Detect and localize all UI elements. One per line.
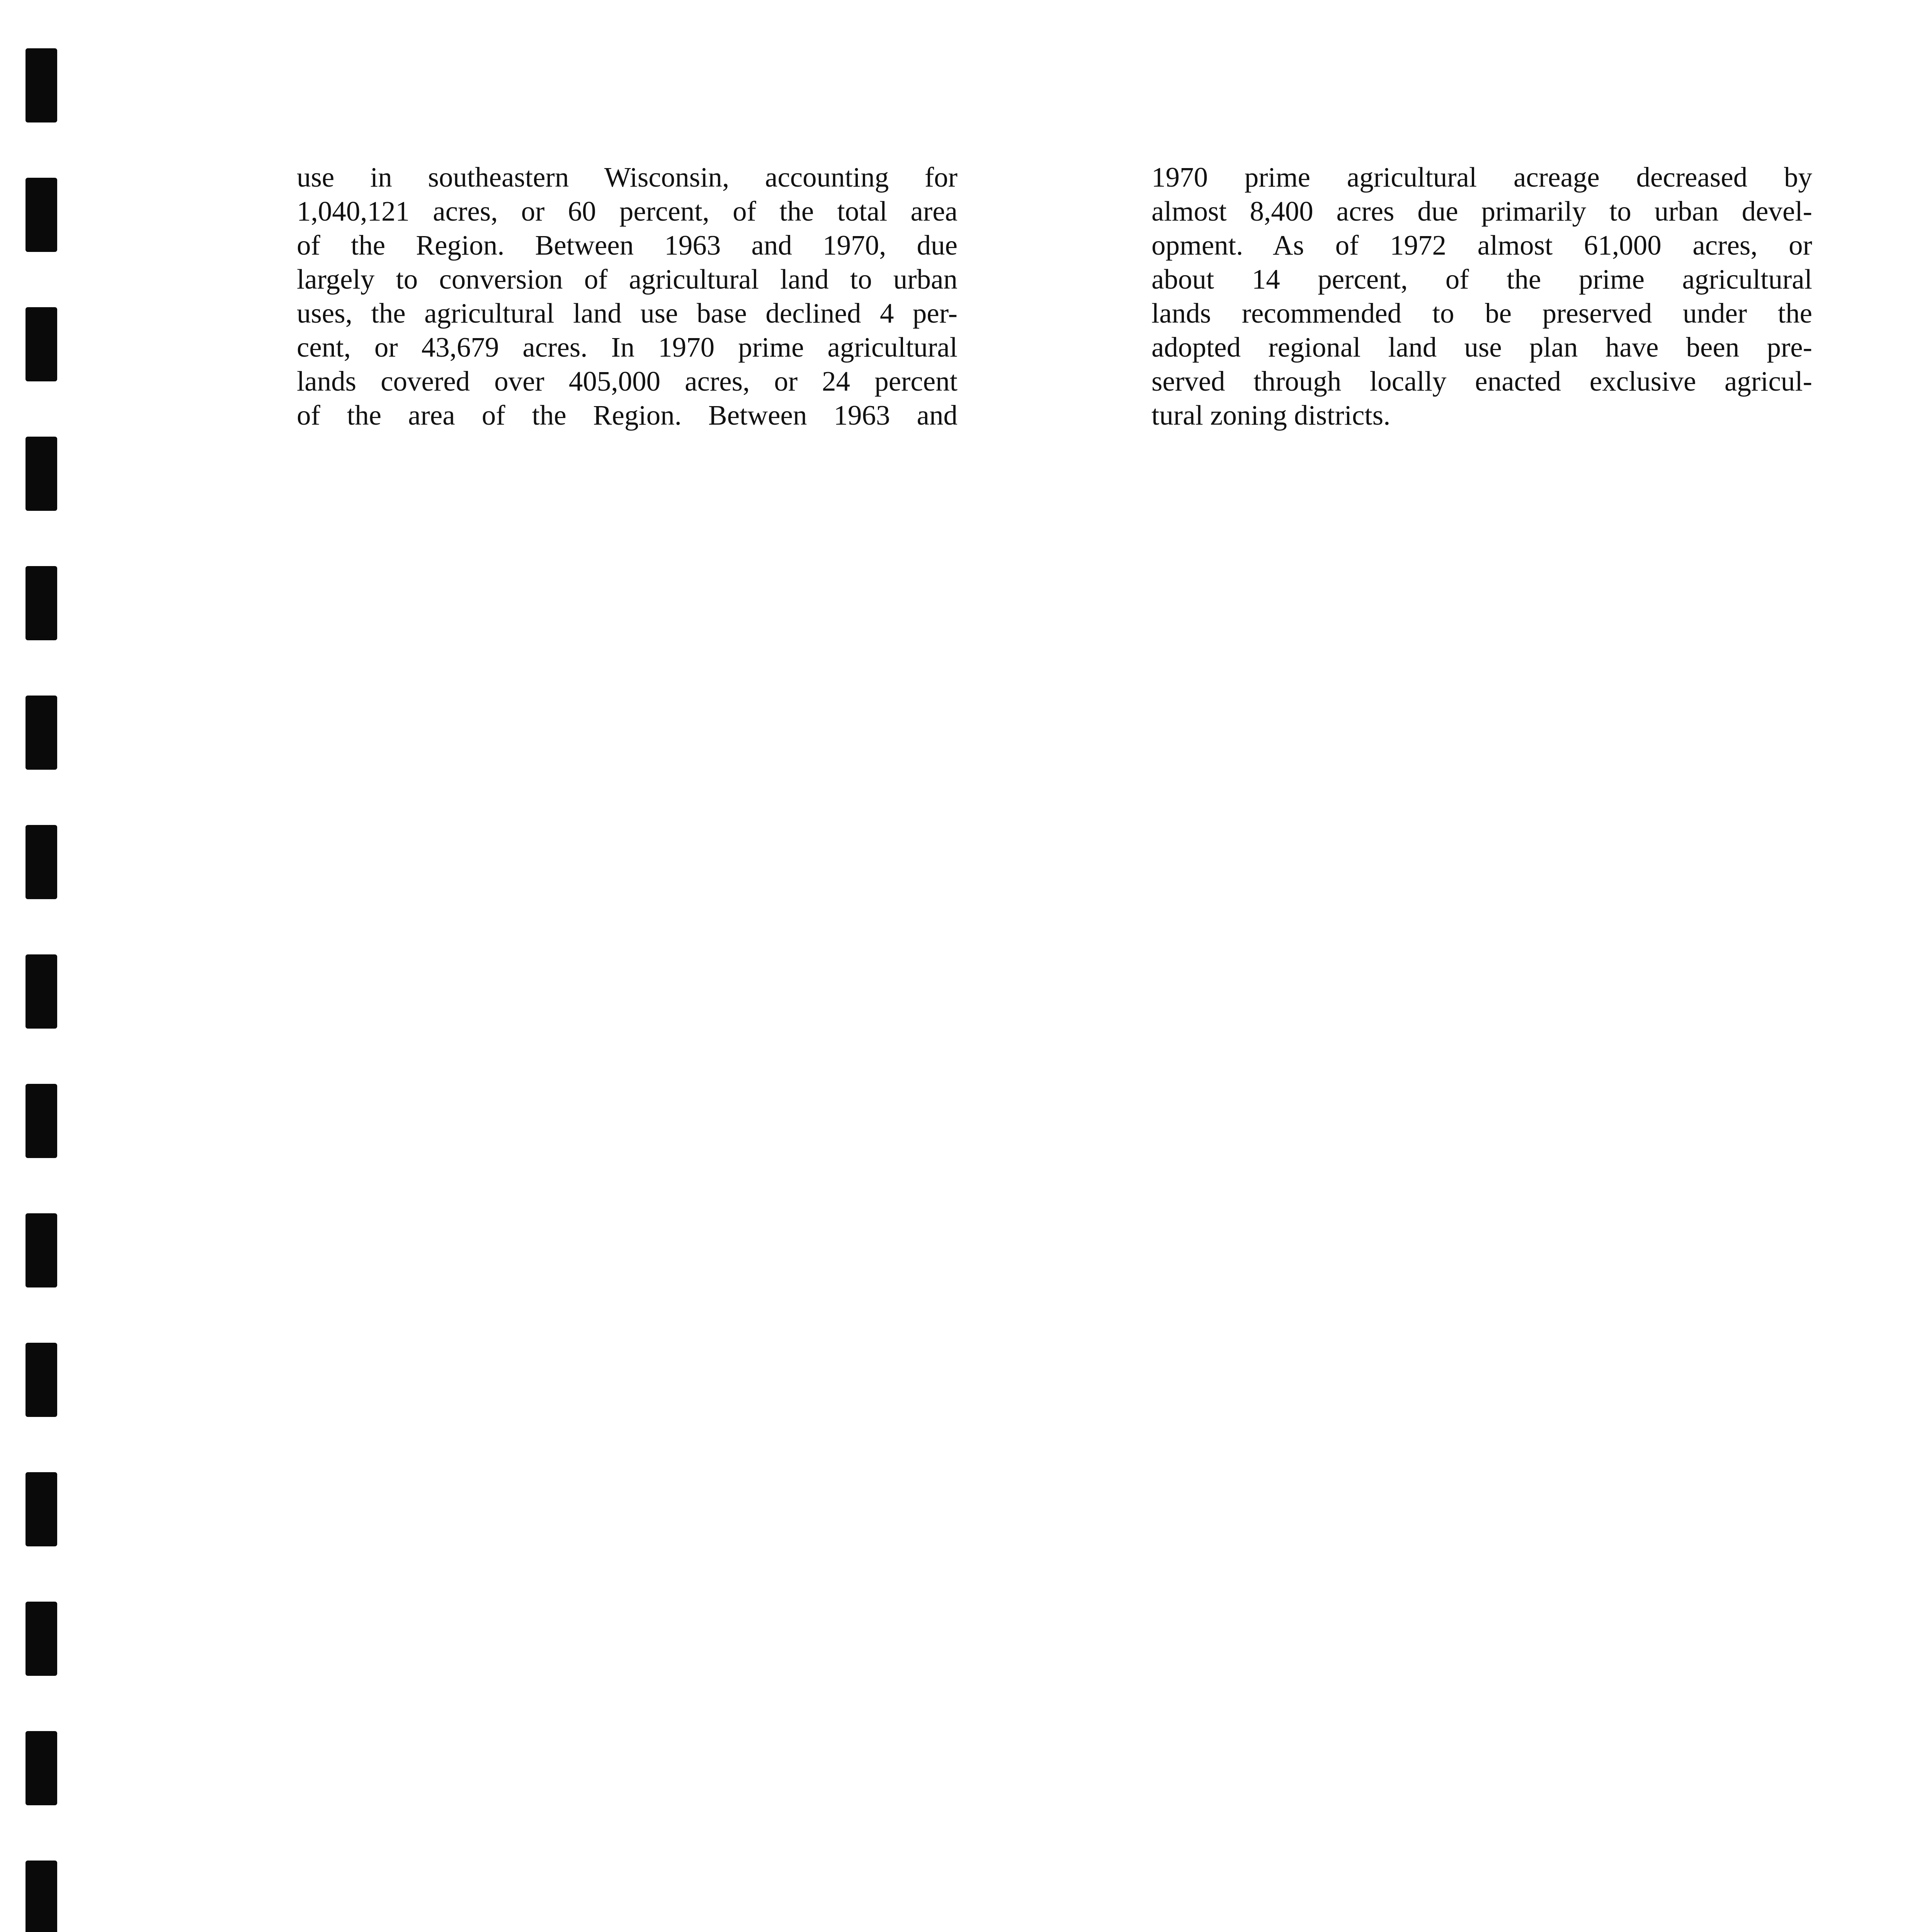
- text-line: 1970 prime agricultural acreage decreased by: [1151, 162, 1812, 193]
- binding-hole: [26, 1472, 57, 1546]
- binding-hole: [26, 1213, 57, 1287]
- binding-holes: [26, 0, 60, 1932]
- binding-hole: [26, 1731, 57, 1805]
- text-line: 1,040,121 acres, or 60 percent, of the total area: [297, 196, 957, 227]
- text-line: adopted regional land use plan have been pre-: [1151, 332, 1812, 363]
- text-line: almost 8,400 acres due primarily to urban devel-: [1151, 196, 1812, 227]
- binding-hole: [26, 1084, 57, 1158]
- text-line: of the Region. Between 1963 and 1970, due: [297, 230, 957, 261]
- right-text-column: [1151, 160, 1812, 432]
- binding-hole: [26, 178, 57, 252]
- text-line: uses, the agricultural land use base declined 4 per-: [297, 298, 957, 329]
- binding-hole: [26, 825, 57, 899]
- text-line: served through locally enacted exclusive agricul-: [1151, 366, 1812, 397]
- binding-hole: [26, 566, 57, 640]
- binding-hole: [26, 1602, 57, 1676]
- binding-hole: [26, 954, 57, 1029]
- binding-hole: [26, 307, 57, 381]
- binding-hole: [26, 696, 57, 770]
- text-line: lands covered over 405,000 acres, or 24 percent: [297, 366, 957, 397]
- text-line: about 14 percent, of the prime agricultural: [1151, 264, 1812, 295]
- text-line: of the area of the Region. Between 1963 and: [297, 400, 957, 431]
- left-text-column: [297, 160, 957, 432]
- binding-hole: [26, 48, 57, 122]
- text-line: tural zoning districts.: [1151, 400, 1391, 431]
- text-line: opment. As of 1972 almost 61,000 acres, or: [1151, 230, 1812, 261]
- text-line: cent, or 43,679 acres. In 1970 prime agricultural: [297, 332, 957, 363]
- binding-hole: [26, 437, 57, 511]
- text-line: largely to conversion of agricultural land to urban: [297, 264, 957, 295]
- text-line: use in southeastern Wisconsin, accounting for: [297, 162, 957, 193]
- binding-hole: [26, 1861, 57, 1932]
- binding-hole: [26, 1343, 57, 1417]
- text-line: lands recommended to be preserved under the: [1151, 298, 1812, 329]
